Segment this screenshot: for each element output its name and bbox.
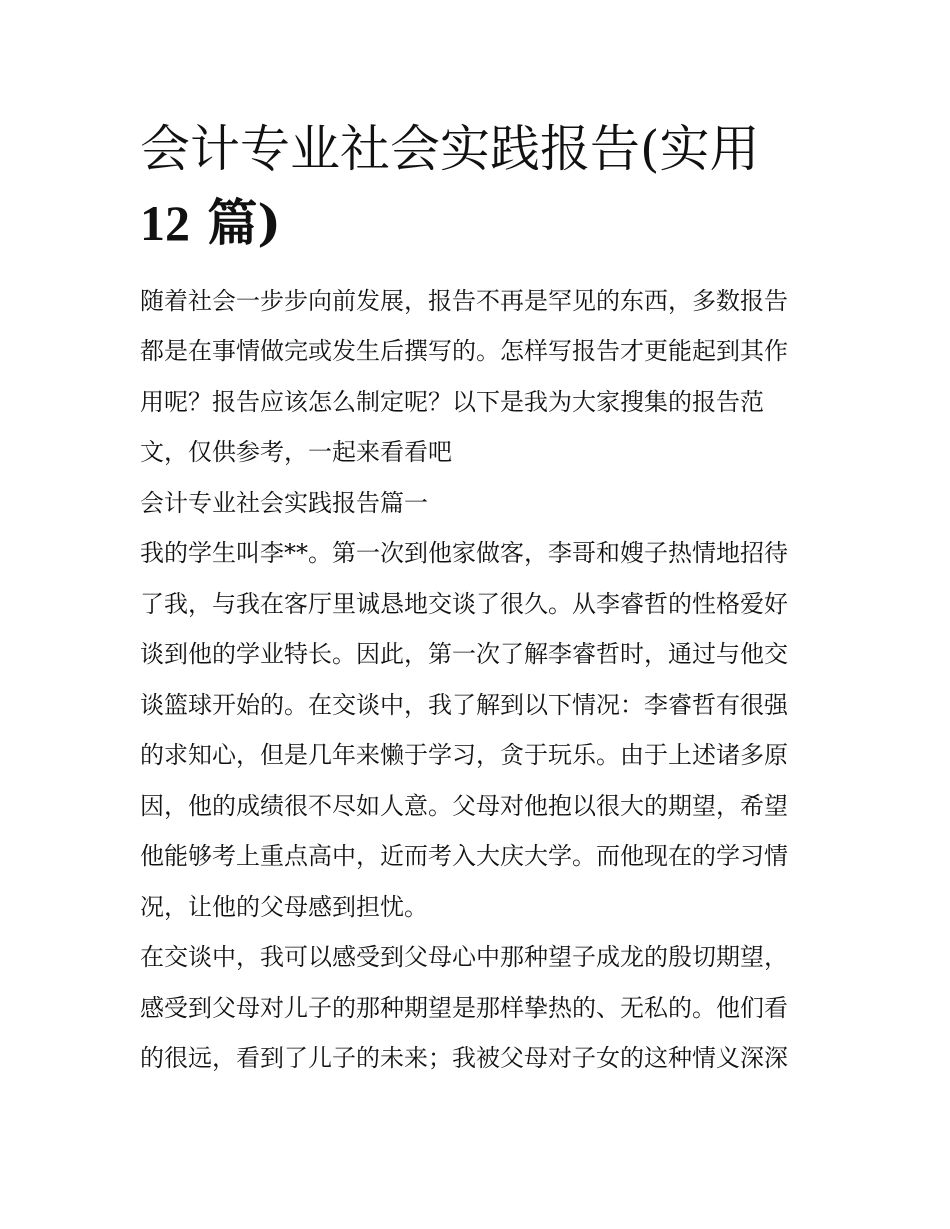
intro-line-3: 用呢？报告应该怎么制定呢？以下是我为大家搜集的报告范 <box>140 388 764 416</box>
document-title <box>140 112 820 260</box>
title-line-1: 会计专业社会实践报告(实用 <box>140 120 760 178</box>
title-number: 12 <box>140 195 190 251</box>
body-line-5: 的求知心，但是几年来懒于学习，贪于玩乐。由于上述诸多原 <box>140 741 788 769</box>
body-line-7: 他能够考上重点高中，近而考入大庆大学。而他现在的学习情 <box>140 842 788 870</box>
section-heading: 会计专业社会实践报告篇一 <box>140 489 428 517</box>
title-line-2 <box>140 193 281 252</box>
body-line-11: 的很远，看到了儿子的未来；我被父母对子女的这种情义深深 <box>140 1044 788 1072</box>
body-line-1: 我的学生叫李**。第一次到他家做客，李哥和嫂子热情地招待 <box>140 539 788 567</box>
title-suffix: 篇) <box>190 193 282 252</box>
body-line-6: 因，他的成绩很不尽如人意。父母对他抱以很大的期望，希望 <box>140 792 788 820</box>
body-line-10: 感受到父母对儿子的那种期望是那样挚热的、无私的。他们看 <box>140 994 788 1022</box>
intro-line-1: 随着社会一步步向前发展，报告不再是罕见的东西，多数报告 <box>140 287 788 315</box>
body-line-9: 在交谈中，我可以感受到父母心中那种望子成龙的殷切期望， <box>140 943 788 971</box>
intro-line-2: 都是在事情做完或发生后撰写的。怎样写报告才更能起到其作 <box>140 337 788 365</box>
body-line-8: 况，让他的父母感到担忧。 <box>140 893 428 921</box>
intro-line-4: 文，仅供参考，一起来看看吧 <box>140 438 452 466</box>
body-line-2: 了我，与我在客厅里诚恳地交谈了很久。从李睿哲的性格爱好 <box>140 590 788 618</box>
body-line-4: 谈篮球开始的。在交谈中，我了解到以下情况：李睿哲有很强 <box>140 691 788 719</box>
body-line-3: 谈到他的学业特长。因此，第一次了解李睿哲时，通过与他交 <box>140 640 788 668</box>
